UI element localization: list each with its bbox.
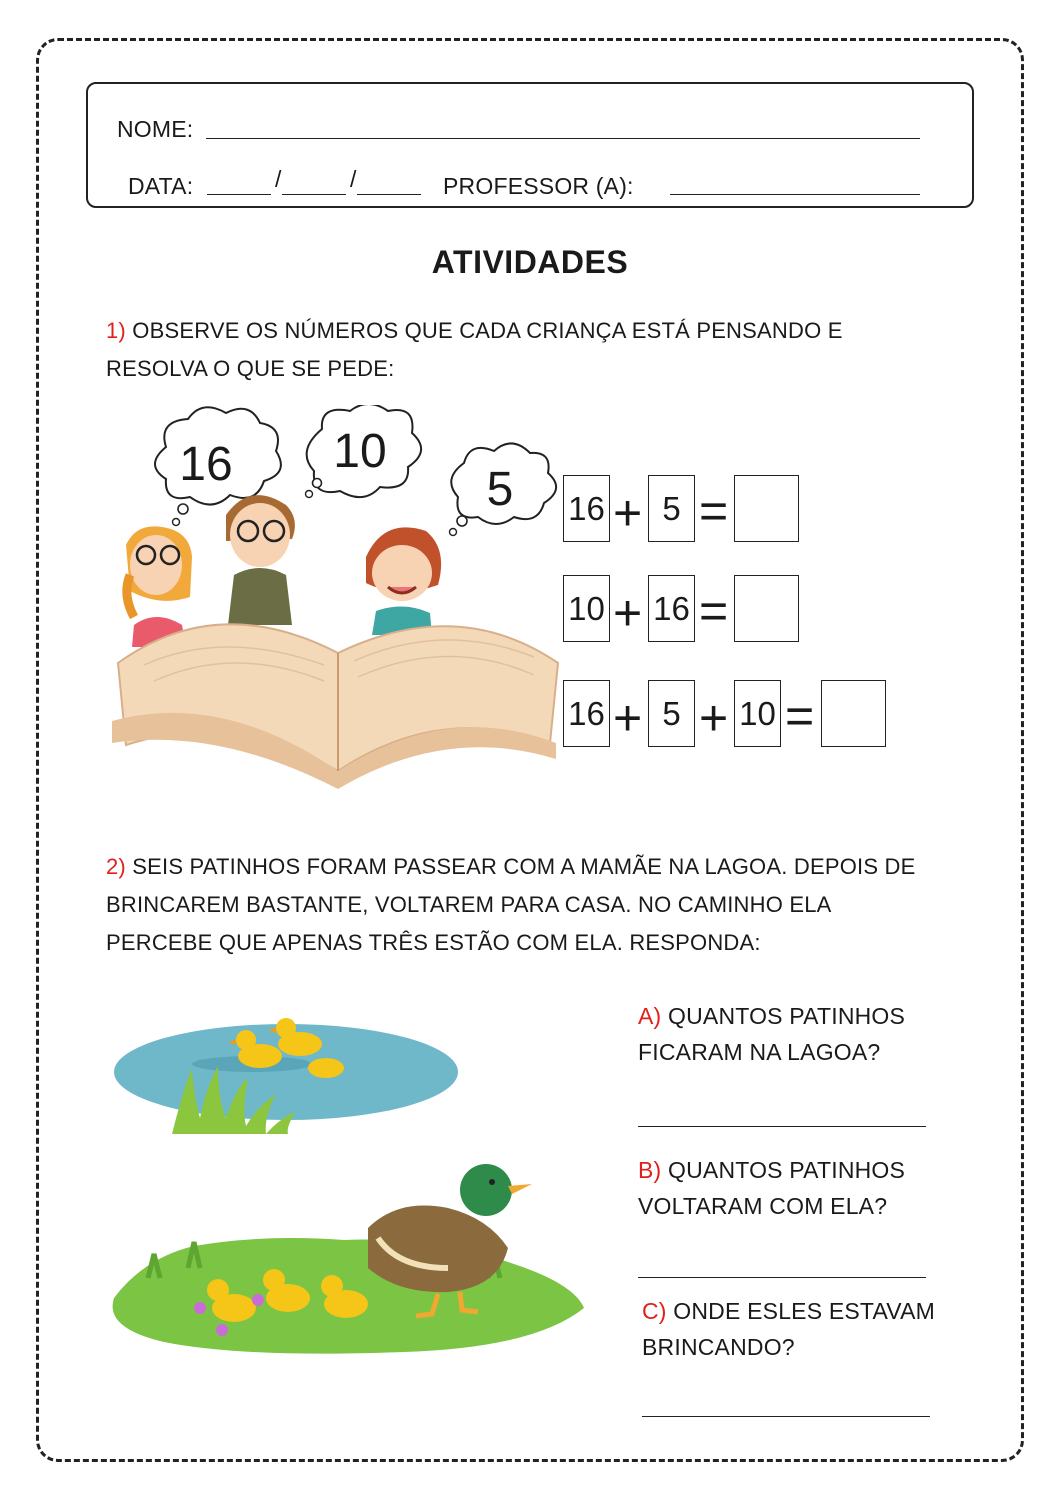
equation-3-op-3: = [785, 688, 815, 744]
equation-3-op-1: + [613, 690, 643, 746]
equation-3-term-2: 5 [648, 680, 695, 747]
date-day-blank[interactable] [207, 194, 271, 195]
question-1-text: 1) OBSERVE OS NÚMEROS QUE CADA CRIANÇA ESTÁ PENSANDO E RESOLVA O QUE SE PEDE: [106, 318, 843, 381]
name-row [117, 116, 193, 143]
children-reading-book-illustration [104, 405, 564, 815]
date-month-blank[interactable] [282, 194, 346, 195]
equation-1-term-1: 16 [563, 475, 610, 542]
equation-1-op-1: + [613, 485, 643, 541]
question-2-number: 2) [106, 854, 126, 879]
name-blank[interactable] [206, 138, 920, 139]
thought-number-1: 16 [179, 438, 233, 491]
teacher-label: PROFESSOR (A): [443, 173, 634, 199]
answer-line-b[interactable] [638, 1277, 926, 1278]
sub-question-b: B) QUANTOS PATINHOS VOLTARAM COM ELA? [638, 1157, 906, 1219]
open-book [112, 624, 558, 789]
answer-line-a[interactable] [638, 1126, 926, 1127]
mother-duck-ducklings-illustration [108, 1158, 588, 1368]
sub-question-c: C) ONDE ESLES ESTAVAM BRINCANDO? [642, 1298, 936, 1360]
equation-3-op-2: + [699, 690, 729, 746]
equation-2-op-2: = [699, 583, 729, 639]
teacher-blank[interactable] [670, 194, 920, 195]
equation-1-op-2: = [699, 483, 729, 539]
child-girl-1 [126, 526, 192, 647]
question-2-text: 2) SEIS PATINHOS FORAM PASSEAR COM A MAMÃE NA LAGOA. DEPOIS DE BRINCAREM BASTANTE, VOLTAREM PARA CASA. NO CAMINHO ELA PERCEBE QUE APENAS TRÊS ESTÃO COM ELA. RESPONDA: [106, 854, 916, 955]
thought-number-2: 10 [333, 425, 387, 478]
date-label: DATA: [128, 173, 194, 199]
equation-2-op-1: + [613, 585, 643, 641]
question-1-number: 1) [106, 318, 126, 343]
date-year-blank[interactable] [357, 194, 421, 195]
equation-1-term-2: 5 [648, 475, 695, 542]
pond-ducklings-illustration [112, 1010, 464, 1140]
equation-3-term-3: 10 [734, 680, 781, 747]
thought-number-3: 5 [486, 463, 514, 516]
child-girl-2 [366, 527, 441, 635]
equation-2-answer-box[interactable] [734, 575, 799, 642]
sub-question-a: A) QUANTOS PATINHOS FICARAM NA LAGOA? [638, 1003, 906, 1065]
equation-3-answer-box[interactable] [821, 680, 886, 747]
child-boy [226, 495, 295, 625]
answer-line-c[interactable] [642, 1416, 930, 1417]
equation-2-term-2: 16 [648, 575, 695, 642]
equation-3-term-1: 16 [563, 680, 610, 747]
equation-1-answer-box[interactable] [734, 475, 799, 542]
page-title: ATIVIDADES [431, 244, 629, 280]
name-label: NOME: [117, 116, 194, 142]
equation-2-term-1: 10 [563, 575, 610, 642]
